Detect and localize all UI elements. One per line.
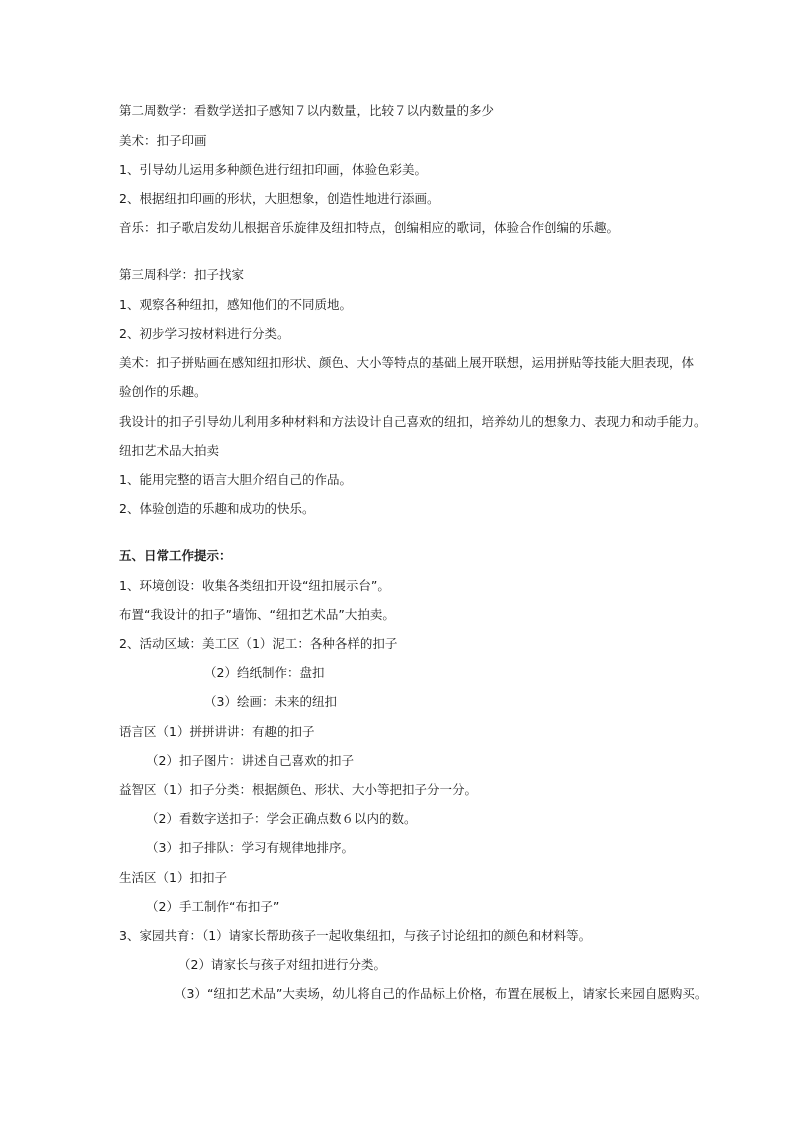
language-area-item-1: 语言区（1）拼拼讲讲：有趣的扣子 [119,724,315,739]
music-activity: 音乐：扣子歌启发幼儿根据音乐旋律及纽扣特点，创编相应的歌词，体验合作创编的乐趣。 [119,220,620,235]
science-goal-1: 1、观察各种纽扣，感知他们的不同质地。 [119,297,352,312]
home-school-item-1: 3、家园共育：（1）请家长帮助孩子一起收集纽扣，与孩子讨论纽扣的颜色和材料等。 [119,928,592,943]
life-area-item-1: 生活区（1）扣扣子 [119,870,227,885]
home-school-item-2: （2）请家长与孩子对纽扣进行分类。 [178,957,386,972]
art-collage-activity-cont: 验创作的乐趣。 [119,384,207,399]
puzzle-area-item-1: 益智区（1）扣子分类：根据颜色、形状、大小等把扣子分一分。 [119,782,477,797]
science-goal-2: 2、初步学习按材料进行分类。 [119,326,290,341]
auction-heading: 纽扣艺术品大拍卖 [119,443,220,458]
puzzle-area-item-3: （3）扣子排队：学习有规律地排序。 [146,840,354,855]
art-button-print-heading: 美术：扣子印画 [119,133,207,148]
art-collage-activity: 美术：扣子拼贴画在感知纽扣形状、颜色、大小等特点的基础上展开联想，运用拼贴等技能大胆表现，体 [119,355,695,370]
activity-area-art: 2、活动区域：美工区（1）泥工：各种各样的扣子 [119,636,398,651]
home-school-item-3: （3）“纽扣艺术品”大卖场，幼儿将自己的作品标上价格，布置在展板上，请家长来园自愿购买。 [174,986,708,1001]
art-goal-2: 2、根据纽扣印画的形状，大胆想象，创造性地进行添画。 [119,191,440,206]
language-area-item-2: （2）扣子图片：讲述自己喜欢的扣子 [146,753,354,768]
week3-science-heading: 第三周科学：扣子找家 [119,267,245,282]
art-area-item-3: （3）绘画：未来的纽扣 [204,694,337,709]
life-area-item-2: （2）手工制作“布扣子” [146,899,280,914]
auction-goal-1: 1、能用完整的语言大胆介绍自己的作品。 [119,472,352,487]
art-goal-1: 1、引导幼儿运用多种颜色进行纽扣印画，体验色彩美。 [119,162,427,177]
puzzle-area-item-2: （2）看数字送扣子：学会正确点数６以内的数。 [146,811,417,826]
section-5-heading: 五、日常工作提示： [119,548,232,563]
week2-math-heading: 第二周数学：看数学送扣子感知７以内数量，比较７以内数量的多少 [119,103,495,118]
my-design-activity: 我设计的扣子引导幼儿利用多种材料和方法设计自己喜欢的纽扣，培养幼儿的想象力、表现力和动手能力。 [119,414,707,429]
environment-decoration: 布置“我设计的扣子”墙饰、“纽扣艺术品”大拍卖。 [119,607,395,622]
environment-setup: 1、环境创设：收集各类纽扣开设“纽扣展示台”。 [119,578,390,593]
art-area-item-2: （2）绉纸制作：盘扣 [204,665,325,680]
auction-goal-2: 2、体验创造的乐趣和成功的快乐。 [119,501,315,516]
